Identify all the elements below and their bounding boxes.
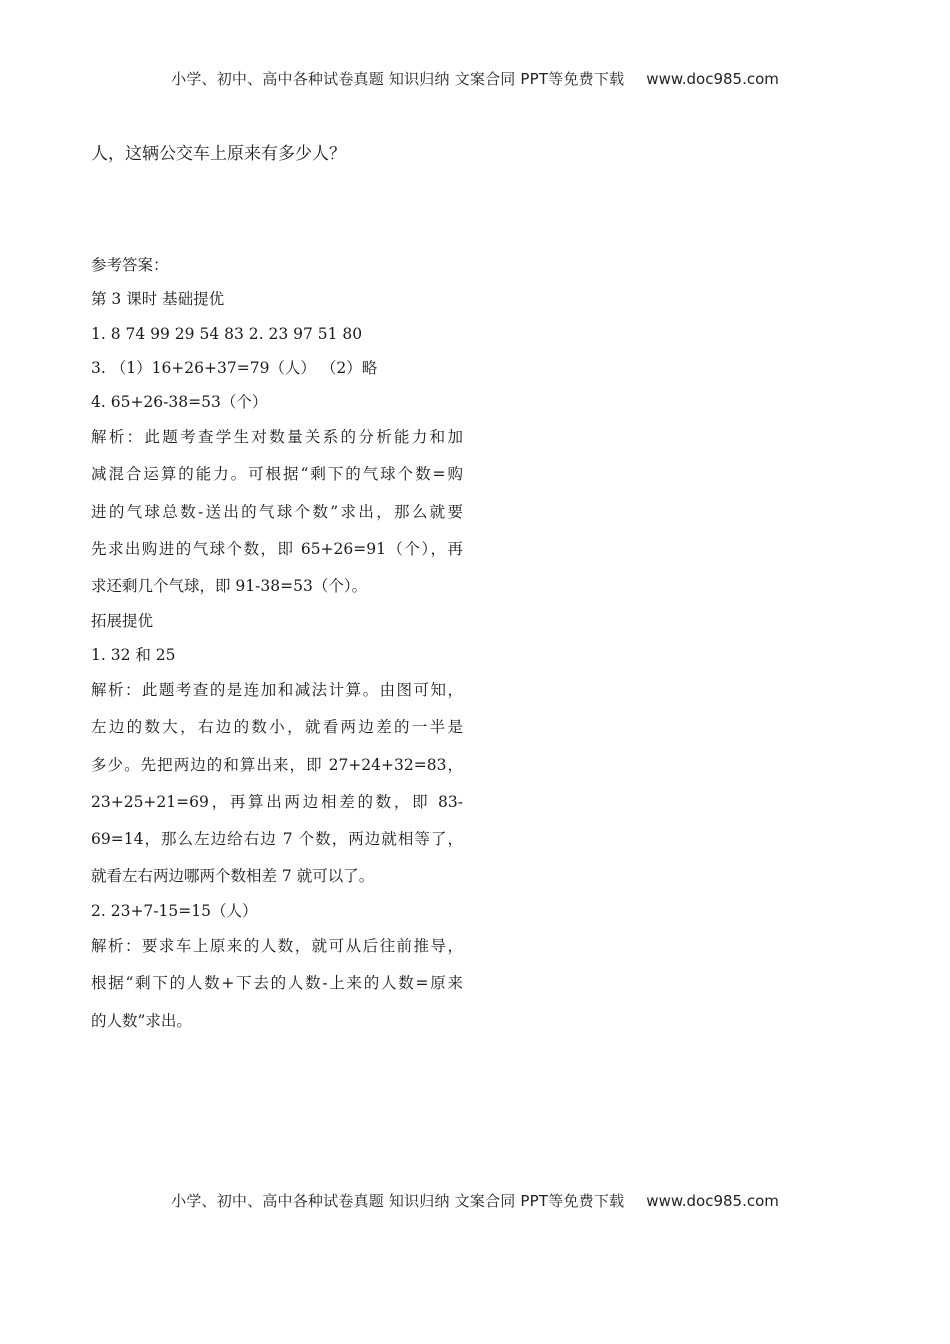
analysis-2-line: 解析：此题考查的是连加和减法计算。由图可知， xyxy=(91,681,463,699)
analysis-1-line: 减混合运算的能力。可根据“剩下的气球个数=购 xyxy=(91,465,463,483)
analysis-2-line: 就看左右两边哪两个数相差 7 就可以了。 xyxy=(91,867,375,885)
analysis-3-line: 根据“剩下的人数+下去的人数-上来的人数=原来 xyxy=(91,974,463,992)
extension-answer-1: 1. 32 和 25 xyxy=(91,646,176,664)
footer-url[interactable]: www.doc985.com xyxy=(646,1192,779,1210)
header-url[interactable]: www.doc985.com xyxy=(646,70,779,88)
analysis-1-line: 先求出购进的气球个数，即 65+26=91（个），再 xyxy=(91,540,463,558)
analysis-2-line: 左边的数大，右边的数小，就看两边差的一半是 xyxy=(91,718,463,736)
analysis-1-line: 解析：此题考查学生对数量关系的分析能力和加 xyxy=(91,428,463,446)
page-header xyxy=(0,68,950,89)
analysis-1-line: 求还剩几个气球，即 91-38=53（个）。 xyxy=(91,577,368,595)
analysis-2-line: 多少。先把两边的和算出来，即 27+24+32=83， xyxy=(91,756,463,774)
answer-4: 4. 65+26-38=53（个） xyxy=(91,393,268,411)
analysis-1-line: 进的气球总数-送出的气球个数”求出，那么就要 xyxy=(91,503,463,521)
page-footer xyxy=(0,1190,950,1211)
analysis-3-line: 解析：要求车上原来的人数，就可从后往前推导， xyxy=(91,937,463,955)
analysis-2-line: 69=14，那么左边给右边 7 个数，两边就相等了， xyxy=(91,830,463,848)
extension-title: 拓展提优 xyxy=(91,612,154,630)
answer-3: 3. （1）16+26+37=79（人） （2）略 xyxy=(91,359,378,377)
header-text: 小学、初中、高中各种试卷真题 知识归纳 文案合同 PPT等免费下载 xyxy=(171,70,625,88)
answers-title: 参考答案： xyxy=(91,256,169,274)
analysis-3-line: 的人数”求出。 xyxy=(91,1012,192,1030)
analysis-2-line: 23+25+21=69，再算出两边相差的数，即 83- xyxy=(91,793,463,811)
question-continuation: 人，这辆公交车上原来有多少人？ xyxy=(91,144,346,164)
extension-answer-2: 2. 23+7-15=15（人） xyxy=(91,902,258,920)
answer-1-2: 1. 8 74 99 29 54 83 2. 23 97 51 80 xyxy=(91,325,363,343)
lesson-title: 第 3 课时 基础提优 xyxy=(91,290,225,308)
footer-text: 小学、初中、高中各种试卷真题 知识归纳 文案合同 PPT等免费下载 xyxy=(171,1192,625,1210)
